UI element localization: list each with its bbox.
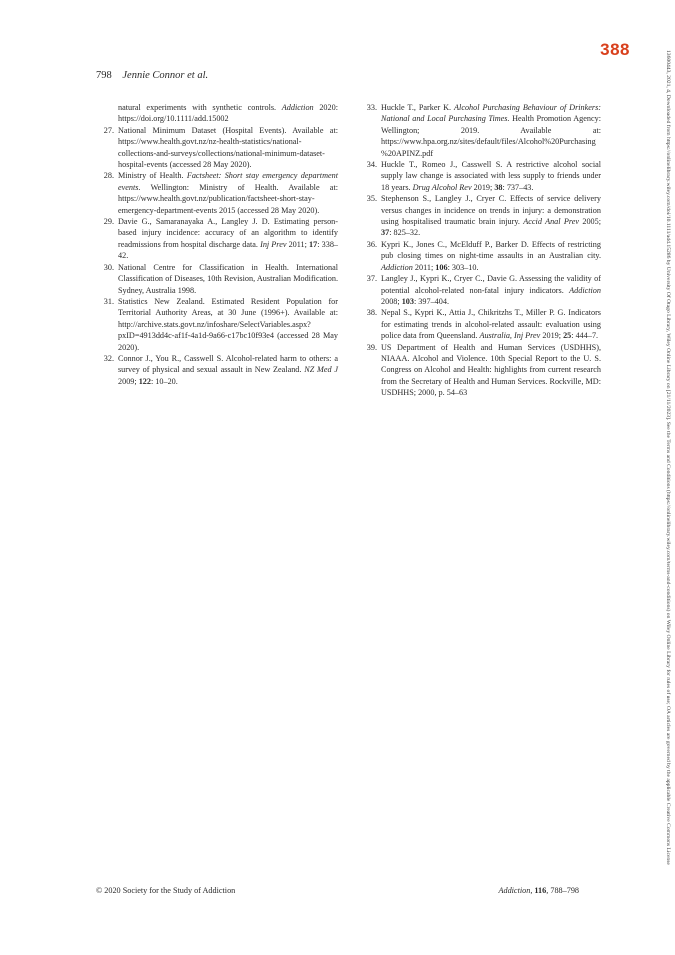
reference-text: National Centre for Classification in Health. International Classification of Diseases, 10th Revision, Australian Modification. Sydney, Australia 1998. — [118, 262, 338, 295]
reference-number: 31. — [103, 296, 114, 306]
reference-number: 28. — [103, 171, 114, 181]
reference-text: Ministry of Health. Factsheet: Short stay emergency department events. Wellington: Ministry of Health. Available at: https://www.health.govt.nz/publication/factsheet-short-stay-emergency-department-events 2015 (accessed 28 May 2020). — [118, 171, 338, 215]
footer-copyright: © 2020 Society for the Study of Addiction — [96, 886, 236, 895]
footer-pages: , 788–798 — [546, 886, 579, 895]
reference-item — [359, 307, 601, 341]
reference-text: Langley J., Kypri K., Cryer C., Davie G. Assessing the validity of potential alcohol-related non-fatal injury indicators. Addiction 2008; 103: 397–404. — [381, 274, 601, 306]
reference-number: 30. — [103, 262, 114, 272]
reference-item — [359, 159, 601, 193]
page-stamp-number: 388 — [600, 40, 630, 59]
reference-item — [359, 342, 601, 399]
reference-number: 39. — [366, 342, 377, 352]
page-number: 798 — [96, 70, 112, 81]
reference-item — [359, 239, 601, 273]
page-footer — [96, 886, 579, 895]
reference-number: 33. — [366, 103, 377, 112]
reference-item — [359, 193, 601, 239]
footer-citation: Addiction, 116, 788–798 — [498, 886, 579, 895]
reference-item — [359, 102, 601, 159]
references-left-column — [96, 102, 338, 387]
reference-item — [96, 102, 338, 125]
reference-text: Huckle T., Parker K. Alcohol Purchasing Behaviour of Drinkers: National and Local Purchasing Times. Health Promotion Agency: Wellington; 2019. Available at: https://www.hpa.org.nz/sites/default/files/Alcohol%20Purchasing%20APINZ.pdf — [381, 103, 601, 158]
reference-number: 35. — [366, 194, 377, 204]
reference-text: Huckle T., Romeo J., Casswell S. A restrictive alcohol social supply law change is associated with less supply to friends under 18 years. Drug Alcohol Rev 2019; 38: 737–43. — [381, 160, 601, 192]
reference-item — [96, 262, 338, 296]
reference-number: 38. — [366, 308, 377, 318]
reference-number: 34. — [366, 160, 377, 170]
reference-item — [96, 353, 338, 387]
reference-item — [359, 273, 601, 307]
reference-number: 27. — [103, 125, 114, 135]
reference-number: 29. — [103, 217, 114, 227]
reference-text: Kypri K., Jones C., McElduff P., Barker D. Effects of restricting pub closing times on night-time assaults in an Australian city. Addiction 2011; 106: 303–10. — [381, 239, 601, 272]
references-right-column — [359, 102, 601, 399]
footer-volume: 116 — [534, 886, 547, 895]
reference-item — [96, 216, 338, 262]
reference-text: Statistics New Zealand. Estimated Resident Population for Territorial Authority Areas, at 30 June (1996+). Available at: http://archive.stats.govt.nz/infoshare/SelectVariables.aspx?pxID=4913dd4c-af1f-4a1d-9a66-c17bc10f93e4 (accessed 28 May 2020). — [118, 296, 338, 352]
reference-number: 36. — [366, 239, 377, 249]
download-notice-sidebar — [662, 50, 672, 900]
reference-number: 32. — [103, 353, 114, 363]
footer-journal: Addiction — [498, 886, 531, 895]
running-header — [96, 70, 208, 81]
reference-text: National Minimum Dataset (Hospital Events). Available at: https://www.health.govt.nz/nz-health-statistics/national-collections-and-surveys/collections/national-minimum-dataset-hospital-events (accessed 28 May 2020). — [118, 125, 338, 170]
reference-item — [96, 296, 338, 353]
reference-number: 37. — [366, 274, 377, 284]
reference-text: Nepal S., Kypri K., Attia J., Chikritzhs T., Miller P. G. Indicators for estimating trends in alcohol-related assault: evaluation using police data from Queensland. Australia, Inj Prev 2019; 25: 444–7. — [381, 308, 601, 341]
reference-item — [96, 125, 338, 171]
reference-item — [96, 170, 338, 216]
running-header-authors: Jennie Connor et al. — [122, 70, 209, 81]
reference-text: Stephenson S., Langley J., Cryer C. Effects of service delivery versus changes in incidence on trends in injury: a demonstration using hospitalised traumatic brain injury. Accid Anal Prev 2005; 37: 825–32. — [381, 194, 602, 238]
reference-text: natural experiments with synthetic controls. Addiction 2020: https://doi.org/10.1111/add.15002 — [118, 103, 338, 124]
reference-text: US Department of Health and Human Services (USDHHS), NIAAA. Alcohol and Violence. 10th Special Report to the U. S. Congress on Alcohol and Health: highlights from current research from the Secretary of Health and Human Services. Rockville, MD: USDHHS; 2000, p. 54–63 — [381, 342, 601, 398]
reference-text: Davie G., Samaranayaka A., Langley J. D. Estimating person-based injury incidence: accuracy of an algorithm to identify readmissions from hospital discharge data. Inj Prev 2011; 17: 338–42. — [118, 217, 339, 261]
reference-text: Connor J., You R., Casswell S. Alcohol-related harm to others: a survey of physical and sexual assault in New Zealand. NZ Med J 2009; 122: 10–20. — [118, 353, 338, 386]
download-notice-text: 13600443, 2021, 4, Downloaded from https://onlinelibrary.wiley.com/doi/10.1111/add.15286 by University Of Otago Library, Wiley Online Library on [21/11/2023]. See the Terms and Conditions (https://onlinelibrary.wiley.com/terms-and-conditions) on Wiley Online Library for rules of use; OA articles are governed by the applicable Creative Commons License — [665, 50, 671, 865]
